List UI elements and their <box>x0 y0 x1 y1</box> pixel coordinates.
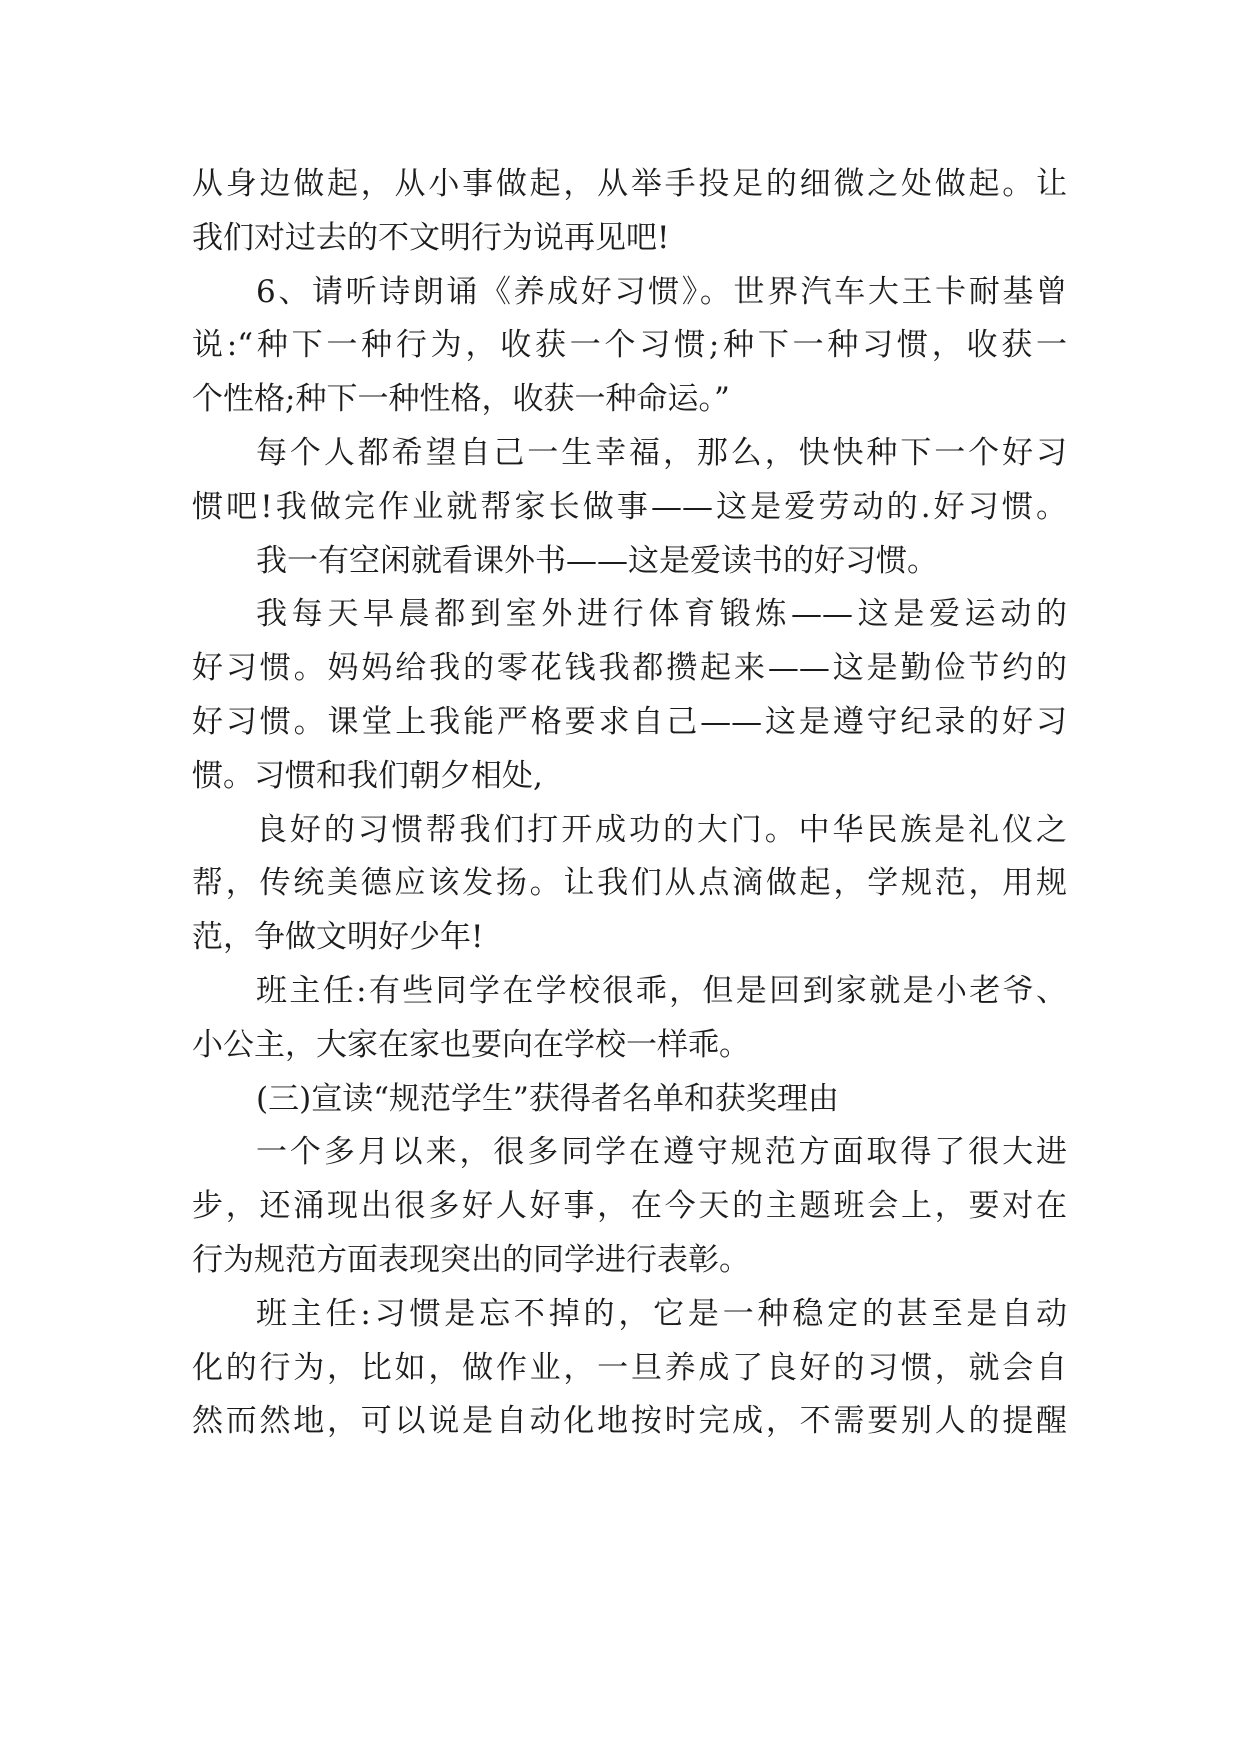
text-line: 一个多月以来，很多同学在遵守规范方面取得了很大进 <box>256 1134 1067 1171</box>
text-line: 班主任:习惯是忘不掉的，它是一种稳定的甚至是自动 <box>256 1295 1067 1332</box>
text-line: 惯。习惯和我们朝夕相处, <box>192 757 543 794</box>
text-line: 惯吧!我做完作业就帮家长做事——这是爱劳动的.好习惯。 <box>192 488 1067 525</box>
text-line: 好习惯。妈妈给我的零花钱我都攒起来——这是勤俭节约的 <box>192 650 1067 687</box>
text-line: 帮，传统美德应该发扬。让我们从点滴做起，学规范，用规 <box>192 865 1067 902</box>
text-line: 然而然地，可以说是自动化地按时完成，不需要别人的提醒 <box>192 1403 1067 1440</box>
text-line: 好习惯。课堂上我能严格要求自己——这是遵守纪录的好习 <box>192 703 1067 740</box>
text-line: 步，还涌现出很多好人好事，在今天的主题班会上，要对在 <box>192 1188 1067 1225</box>
text-line: (三)宣读“规范学生”获得者名单和获奖理由 <box>256 1080 839 1117</box>
text-line: 化的行为，比如，做作业，一旦养成了良好的习惯，就会自 <box>192 1349 1067 1386</box>
text-line: 行为规范方面表现突出的同学进行表彰。 <box>192 1241 750 1278</box>
text-line: 6、请听诗朗诵《养成好习惯》。世界汽车大王卡耐基曾 <box>256 273 1067 310</box>
text-line: 小公主，大家在家也要向在学校一样乖。 <box>192 1026 750 1063</box>
text-line: 我每天早晨都到室外进行体育锻炼——这是爱运动的 <box>256 596 1067 633</box>
text-line: 范，争做文明好少年! <box>192 919 484 956</box>
text-line: 我们对过去的不文明行为说再见吧! <box>192 219 670 256</box>
text-line: 班主任:有些同学在学校很乖，但是回到家就是小老爷、 <box>256 972 1067 1009</box>
text-line: 我一有空闲就看课外书——这是爱读书的好习惯。 <box>256 542 938 579</box>
text-line: 说:“种下一种行为，收获一个习惯;种下一种习惯，收获一 <box>192 327 1067 364</box>
text-line: 个性格;种下一种性格，收获一种命运。” <box>192 381 730 418</box>
text-line: 每个人都希望自己一生幸福，那么，快快种下一个好习 <box>256 434 1067 471</box>
body-text <box>192 158 1067 1449</box>
text-line: 从身边做起，从小事做起，从举手投足的细微之处做起。让 <box>192 166 1067 202</box>
text-line: 良好的习惯帮我们打开成功的大门。中华民族是礼仪之 <box>256 811 1067 848</box>
